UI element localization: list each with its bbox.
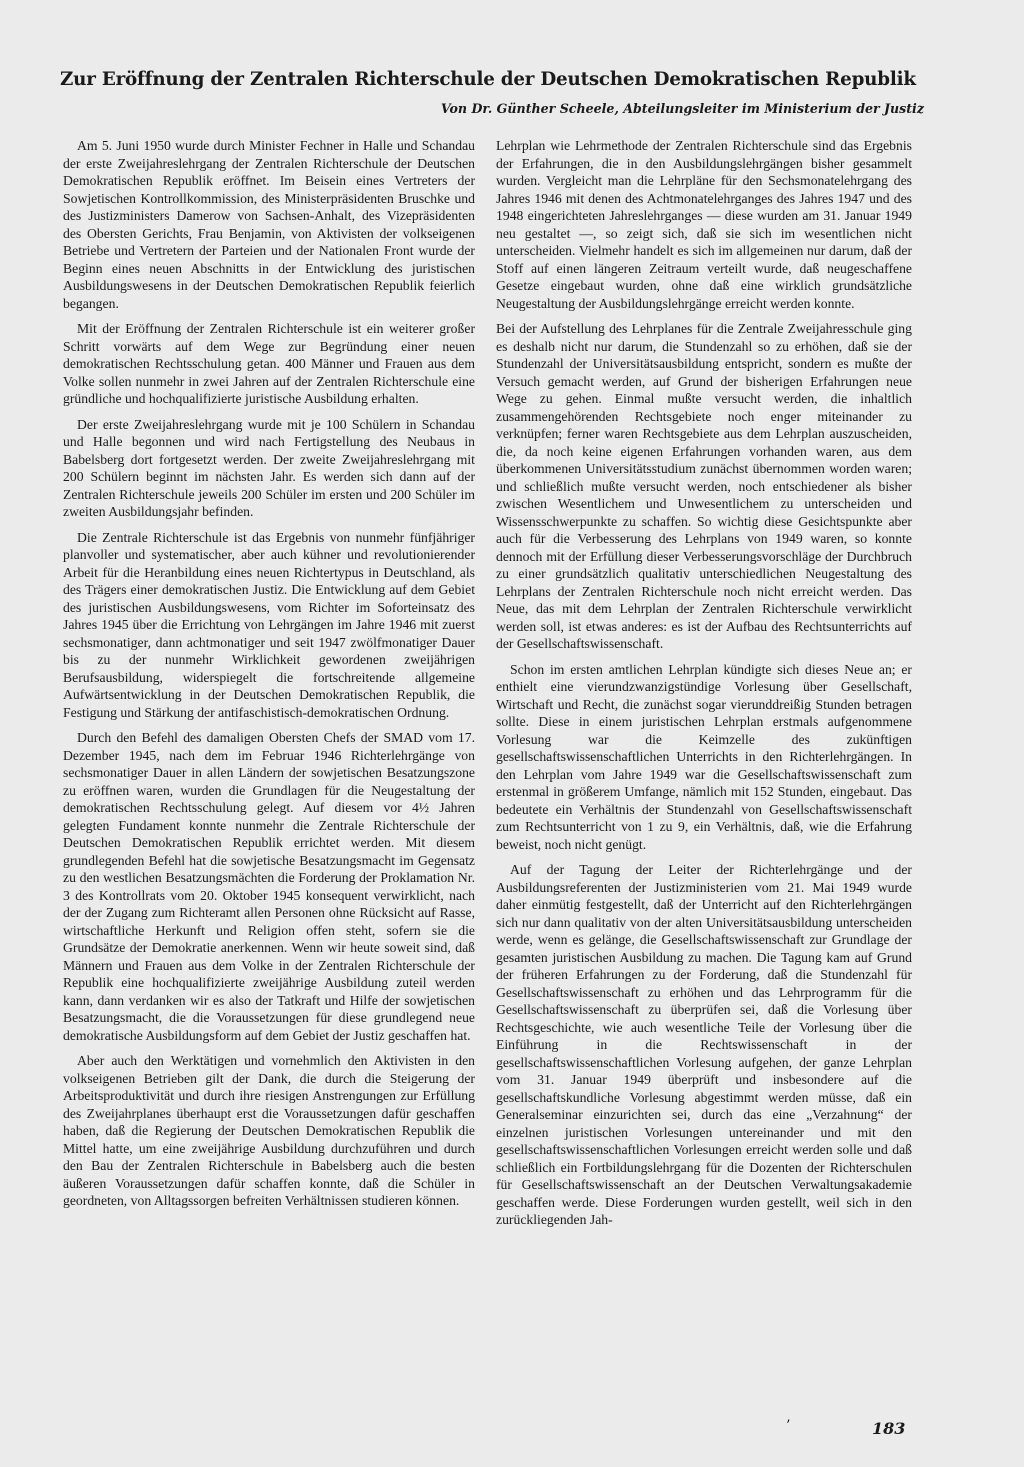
paragraph: Bei der Aufstellung des Lehrplanes für die Zentrale Zweijahresschule ging es deshalb nicht nur darum, die Stundenzahl so zu erhöhen, daß sie der Stundenzahl der Universitätsausbildung entspricht, sondern es mußte der Versuch gemacht werden, auf Grund der bisherigen Erfahrungen neue Wege zu gehen. Einmal mußte versucht werden, die inhaltlich zusammengehörenden Rechtsgebiete noch enger miteinander zu verknüpfen; ferner waren Rechtsgebiete aus dem Lehrplan auszuscheiden, die, da noch keine eigenen Erfahrungen vorhanden waren, aus dem überkommenen Universitätsstudium zunächst übernommen worden waren; und schließlich mußte versucht werden, noch entschiedener als bisher zwischen Wesentlichem und Unwesentlichem zu unterscheiden und Wissensschwerpunkte zu schaffen. So wichtig diese Gesichtspunkte aber auch für die Verbesserung des Lehrplans von 1949 waren, so konnte dennoch mit der Erfüllung dieser Verbesserungsvorschläge der Durchbruch zu einer grundsätzlich qualitativ unterschiedlichen Neugestaltung des Lehrplans der Zentralen Richterschule noch nicht erreicht werden. Das Neue, das mit dem Lehrplan der Zentralen Richterschule verwirklicht werden soll, ist etwas anderes: es ist der Aufbau des Rechtsunterrichts auf der Gesellschaftswissenschaft. [496,321,912,651]
paragraph: Die Zentrale Richterschule ist das Ergebnis von nunmehr fünfjähriger planvoller und systematischer, aber auch kühner und revolutionierender Arbeit für die Heranbildung eines neuen Richtertypus in Deutschland, als des Trägers einer demokratischen Justiz. Die Entwicklung auf dem Gebiet des juristischen Ausbildungswesens, vom Richter im Soforteinsatz des Jahres 1945 über die Errichtung von Lehrgängen im Jahre 1946 mit zuerst sechsmonatiger, dann achtmonatiger und seit 1947 zwölfmonatiger Dauer bis zu der nunmehr Wirklichkeit gewordenen zweijährigen Berufsausbildung, widerspiegelt die fortschreitende allgemeine Aufwärtsentwicklung in der Deutschen Demokratischen Republik, die Festigung und Stärkung der antifaschistisch-demokratischen Ordnung. [63,529,475,720]
paragraph: Durch den Befehl des damaligen Obersten Chefs der SMAD vom 17. Dezember 1945, nach dem im Februar 1946 Richterlehrgänge von sechsmonatiger Dauer in allen Ländern der sowjetischen Besatzungszone zu eröffnen waren, wurden die Grundlagen für die Neugestaltung der demokratischen Rechtsschulung gelegt. Auf diesem vor 4½ Jahren gelegten Fundament konnte nunmehr die Zentrale Richterschule der Deutschen Demokratischen Republik errichtet werden. Mit diesem grundlegenden Befehl hat die sowjetische Besatzungsmacht im Gegensatz zu den westlichen Besatzungsmächten die Forderung der Proklamation Nr. 3 des Kontrollrats vom 20. Oktober 1945 konsequent verwirklicht, nach der der Zugang zum Richteramt allen Personen ohne Rücksicht auf Rasse, wirtschaftliche Herkunft und Religion offen steht, sofern sie die Grundsätze der Demokratie anerkennen. Wenn wir heute soweit sind, daß Männern und Frauen aus dem Volke in der Zentralen Richterschule der Republik eine hochqualifizierte zweijährige Ausbildung zuteil werden kann, dann verdanken wir es also der Tatkraft und Hilfe der sowjetischen Besatzungsmacht, die die Voraussetzungen für diese grundlegend neue demokratische Ausbildungsform auf dem Gebiet der Justiz geschaffen hat. [63,730,475,1043]
paragraph: Am 5. Juni 1950 wurde durch Minister Fechner in Halle und Schandau der erste Zweijahreslehrgang der Zentralen Richterschule der Deutschen Demokratischen Republik eröffnet. Im Beisein eines Vertreters der Sowjetischen Kontrollkommission, des Ministerpräsidenten Bruschke und des Justizministers Damerow von Sachsen-Anhalt, des Vizepräsidenten des Obersten Gerichts, Frau Benjamin, von Aktivisten der volkseigenen Betriebe und Vertretern der Parteien und der Nationalen Front wurde der Beginn eines neuen Abschnitts in der Entwicklung des juristischen Ausbildungswesens in der Deutschen Demokratischen Republik feierlich begangen. [63,138,475,311]
paragraph: Lehrplan wie Lehrmethode der Zentralen Richterschule sind das Ergebnis der Erfahrungen, die in den Ausbildungslehrgängen bisher gesammelt wurden. Vergleicht man die Lehrpläne für den Sechsmonatelehrgang des Jahres 1946 mit denen des Achtmonatelehrganges des Jahres 1947 und des 1948 eingerichteten Jahreslehrganges — diese wurden am 31. Januar 1949 neu gestaltet —, so zeigt sich, daß sie sich im wesentlichen nicht unterscheiden. Vielmehr handelt es sich im allgemeinen nur darum, daß der Stoff auf einen längeren Zeitraum verteilt wurde, daß neugeschaffene Gesetze eingebaut wurden, ohne daß eine wirklich grundsätzliche Neugestaltung der Ausbildungslehrgänge erreicht werden konnte. [496,138,912,311]
right-column [496,137,912,1407]
article-byline: Von Dr. Günther Scheele, Abteilungsleiter im Ministerium der Justiz [440,101,924,116]
stray-mark: ’ [786,1418,791,1434]
page-number: 183 [872,1419,906,1438]
paragraph: Auf der Tagung der Leiter der Richterlehrgänge und der Ausbildungsreferenten der Justizministerien vom 21. Mai 1949 wurde daher einmütig festgestellt, daß der Unterricht auf den Richterlehrgängen sich nur dann qualitativ von der alten Universitätsausbildung unterscheiden werde, wenn es gelänge, die Gesellschaftswissenschaft zur Grundlage der gesamten juristischen Ausbildung zu machen. Die Tagung kam auf Grund der früheren Erfahrungen zu der Forderung, daß die Stundenzahl für Gesellschaftswissenschaft zu erhöhen und das Lehrprogramm für die Gesellschaftswissenschaft zu überprüfen sei, daß die Vorlesung über Rechtsgeschichte, wie auch wesentliche Teile der Vorlesung über die Einführung in die Rechtswissenschaft in der gesellschaftswissenschaftlichen Vorlesung aufgehen, der ganze Lehrplan vom 31. Januar 1949 überprüft und insbesondere auf die gesellschaftskundliche Vorlesung abgestimmt werden müsse, daß ein Generalseminar einzurichten sei, durch das eine „Verzahnung“ der einzelnen juristischen Vorlesungen untereinander und mit den gesellschaftswissenschaftlichen Vorlesungen erreicht werden solle und daß schließlich ein Fortbildungslehrgang für die Dozenten der Richterschulen für Gesellschaftswissenschaft an der Deutschen Verwaltungsakademie geschaffen werde. Diese Forderungen wurden gestellt, weil sich in den zurückliegenden Jah- [496,862,912,1227]
left-column [63,137,475,1407]
article-title: Zur Eröffnung der Zentralen Richterschule der Deutschen Demokratischen Republik [60,69,916,90]
paragraph: Schon im ersten amtlichen Lehrplan kündigte sich dieses Neue an; er enthielt eine vierundzwanzigstündige Vorlesung über Gesellschaft, Wirtschaft und Recht, die zunächst sogar vierunddreißig Stunden betragen sollte. Diese in einem juristischen Lehrplan erstmals aufgenommene Vorlesung war die Keimzelle des zukünftigen gesellschaftswissenschaftlichen Unterrichts in den Richterlehrgängen. In den Lehrplan vom Jahre 1949 war die Gesellschaftswissenschaft zum erstenmal in größerem Umfange, nämlich mit 152 Stunden, eingebaut. Das bedeutete ein Verhältnis der Stundenzahl von Gesellschaftswissenschaft zum Rechtsunterricht von 1 zu 9, ein Verhältnis, daß, wie die Erfahrung beweist, noch nicht genügt. [496,661,912,852]
paragraph: Der erste Zweijahreslehrgang wurde mit je 100 Schülern in Schandau und Halle begonnen und wird nach Fertigstellung des Neubaus in Babelsberg dort fortgesetzt werden. Der zweite Zweijahreslehrgang mit 200 Schülern beginnt im nächsten Jahr. Es werden sich dann auf der Zentralen Richterschule jeweils 200 Schüler im ersten und 200 Schüler im zweiten Ausbildungsjahr befinden. [63,416,475,519]
paragraph: Aber auch den Werktätigen und vornehmlich den Aktivisten in den volkseigenen Betrieben gilt der Dank, die durch die Steigerung der Arbeitsproduktivität und durch ihre riesigen Anstrengungen zur Erfüllung des Zweijahrplanes überhaupt erst die Voraussetzungen dafür geschaffen haben, daß die Regierung der Deutschen Demokratischen Republik die Mittel hatte, um eine zweijährige Ausbildung durchzuführen und durch den Bau der Zentralen Richterschule in Babelsberg auch die besten äußeren Voraussetzungen dafür schaffen konnte, daß die Schüler in geordneten, von Alltagssorgen befreiten Verhältnissen studieren können. [63,1053,475,1208]
paragraph: Mit der Eröffnung der Zentralen Richterschule ist ein weiterer großer Schritt vorwärts auf dem Wege zur Begründung einer neuen demokratischen Rechtsschulung getan. 400 Männer und Frauen aus dem Volke sollen nunmehr in zwei Jahren auf der Zentralen Richterschule eine gründliche und hochqualifizierte juristische Ausbildung erhalten. [63,321,475,406]
